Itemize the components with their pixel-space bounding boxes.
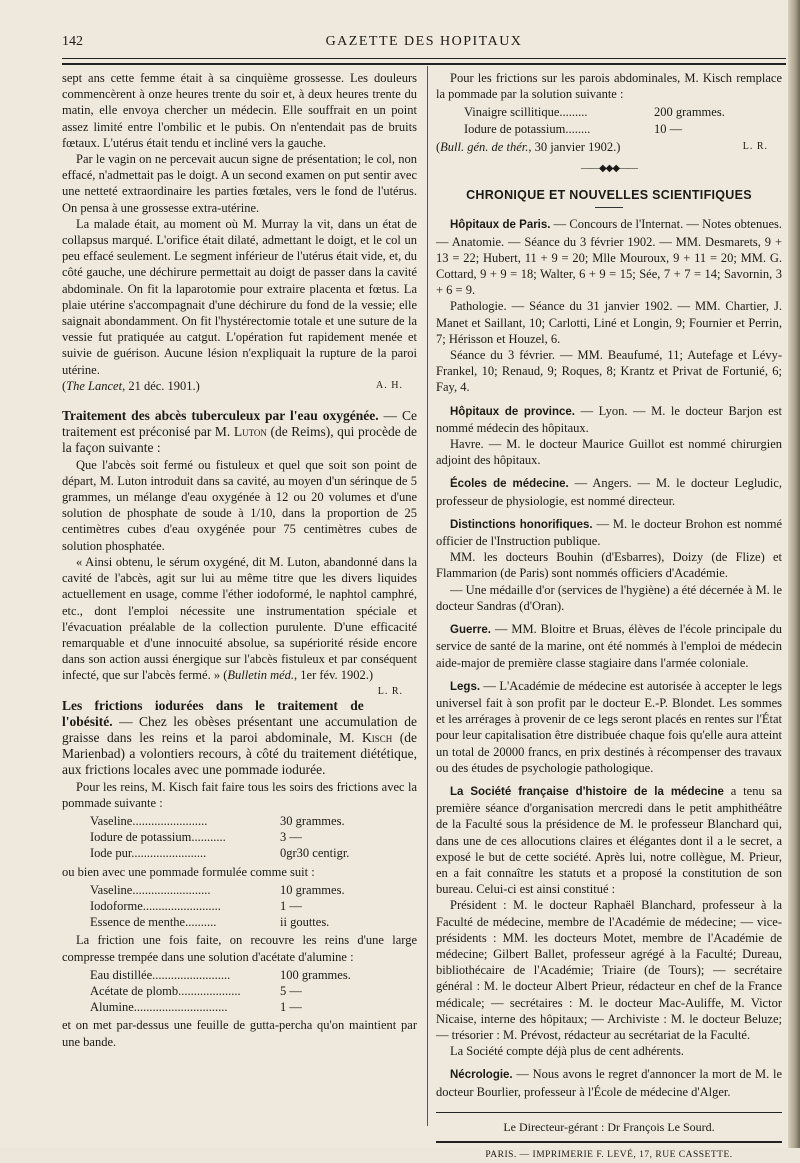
ingredient-qty: 30 grammes. bbox=[280, 813, 345, 828]
ingredient-qty: 100 grammes. bbox=[280, 967, 351, 982]
section-head: Hôpitaux de Paris. bbox=[450, 219, 551, 232]
ingredient-qty: ii gouttes. bbox=[280, 915, 330, 930]
ingredient-name: Acétate de plomb.................... bbox=[90, 983, 241, 998]
ornament-divider: ——◆◆◆—— bbox=[580, 163, 638, 175]
ref-source: Bull. gén. de thér. bbox=[440, 139, 529, 154]
section-head: La Société française d'histoire de la médecine bbox=[450, 785, 724, 798]
section-text: — Lyon. — M. le docteur Barjon est nommé médecin des hôpitaux. bbox=[436, 403, 782, 435]
ref-date: , 1er fév. 1902.) bbox=[294, 668, 374, 683]
ingredient-name: Iode pur........................ bbox=[90, 846, 207, 861]
section-head: Legs. bbox=[450, 680, 481, 693]
ingredient-name: Vinaigre scillitique......... bbox=[464, 105, 588, 120]
section-head: Nécrologie. bbox=[450, 1069, 513, 1082]
formula-row bbox=[90, 967, 417, 983]
article-paragraph: Que l'abcès soit fermé ou fistuleux et quel que soit son point de départ, M. Luton introduit dans sa cavité, au moyen d'un sérinque de 5 grammes, un mélange d'eau oxygénée à 12 ou 20 volumes et d'une solution de phosphate de soude à 1/10, dans la proportion de 25 centimètres cubes d'eau oxygénée pour 75 centimètres cubes de solution phosphatée. bbox=[62, 457, 417, 553]
ingredient-name: Iodure de potassium........ bbox=[464, 121, 591, 136]
formula-row bbox=[90, 813, 417, 829]
author-initials: A. H. bbox=[376, 379, 403, 391]
formula-row bbox=[464, 104, 782, 120]
section-text: — Concours de l'Internat. — Notes obtenues. — Anatomie. — Séance du 3 février 1902. — MM. Desmarets, 9 + 13 = 22; Hubert, 11 + 9 = 20; Mlle Mouroux, 9 + 11 = 20; MM. G. Cottard, 9 + 9 = 18; Walter, 6 + 9 = 15; Sée, 7 + 7 = 14; Savornin, 3 + 6 = 9. bbox=[436, 217, 782, 298]
chronicle-item bbox=[436, 549, 782, 581]
section-text: — M. le docteur Brohon est nommé officier de l'Instruction publique. bbox=[436, 516, 782, 549]
ingredient-name: Alumine.............................. bbox=[90, 1000, 228, 1015]
chronicle-item bbox=[436, 783, 782, 897]
short-rule bbox=[595, 207, 623, 208]
section-text: a tenu sa première séance d'organisation mercredi dans le petit amphithéâtre de la Faculté sous la présidence de M. le professeur Blanchard qui, dans une de ces allocutions claires et élégantes dont il a le secret, a exposé le but de cette société. Après lui, notre collègue, M. Prieur, en a fait connaître les statuts et a proposé la constitution de son bureau. Celui-ci est ainsi constitué : bbox=[436, 783, 782, 897]
section-text: — Une médaille d'or (services de l'hygiène) a été décernée à M. le docteur Sandras (d'Oran). bbox=[436, 582, 782, 613]
chronicle-heading: CHRONIQUE ET NOUVELLES SCIENTIFIQUES bbox=[466, 188, 752, 203]
journal-title: GAZETTE DES HOPITAUX bbox=[325, 34, 523, 49]
article-paragraph: Pour les reins, M. Kisch fait faire tous les soirs des frictions avec la pommade suivante : bbox=[62, 779, 417, 810]
formula-row bbox=[90, 829, 417, 845]
chronicle-item bbox=[436, 1043, 782, 1059]
ingredient-qty: 5 — bbox=[280, 983, 302, 998]
right-column bbox=[436, 70, 782, 1163]
chronicle-item bbox=[436, 475, 782, 508]
ingredient-qty: 10 — bbox=[654, 121, 683, 136]
chronicle-item bbox=[436, 582, 782, 614]
formula-row bbox=[464, 121, 782, 137]
intro-paragraph: La malade était, au moment où M. Murray la vit, dans un état de collapsus marqué. L'orifice était dilaté, admettant le doigt, et le col un peu effacé seulement. Le segment inférieur de l'utérus était vide, et, du côté gauche, une déchirure permettait au doigt de passer dans la cavité abdominale. On fit la laparotomie pour extraire placenta et fœtus. La plaie utérine s'accompagnait d'une déchirure du fond de la vessie; elle saignait abondamment. On fit l'hystérectomie totale et une suture de la vessie fut pratiquée au catgut. L'opération fut rapidement menée et suivie de guérison. Aucune lésion n'expliquait la rupture de la paroi utérine. bbox=[62, 216, 417, 377]
section-text: Havre. — M. le docteur Maurice Guillot est nommé chirurgien adjoint des hôpitaux. bbox=[436, 437, 782, 468]
article-heading-obesite bbox=[62, 698, 417, 779]
formula-row bbox=[90, 999, 417, 1015]
chronicle-item bbox=[436, 298, 782, 347]
formula-pommade-1 bbox=[90, 813, 417, 862]
chronicle-item bbox=[436, 678, 782, 776]
chronicle-item bbox=[436, 897, 782, 1043]
section-text: — L'Académie de médecine est autorisée à accepter le legs universel fait à son profit par le docteur E.-P. Blondet. Les sommes et les arrérages à provenir de ce legs seront placés en rentes sur l'État pour leur capitalisation être distribuée chaque fois qu'elle aura atteint un total de 20000 francs, en prix destinés à récompenser des travaux ou des études de psychologie pathologique. bbox=[436, 678, 782, 775]
section-text: MM. les docteurs Bouhin (d'Esbarres), Doizy (de Flize) et Flammarion (de Paris) sont nommés officiers d'Académie. bbox=[436, 550, 782, 581]
ingredient-qty: 1 — bbox=[280, 898, 302, 913]
formula-row bbox=[90, 882, 417, 898]
chronicle-item bbox=[436, 621, 782, 671]
formula-pommade-2 bbox=[90, 882, 417, 931]
ingredient-qty: 0gr30 centigr. bbox=[280, 846, 350, 861]
section-text: — MM. Bloitre et Bruas, élèves de l'école principale du service de santé de la marine, ont été nommés à l'emploi de médecin aide-major de première classe stagiaire dans l'armée coloniale. bbox=[436, 622, 782, 670]
page-edge-shadow bbox=[788, 0, 800, 1148]
section-text: Séance du 3 février. — MM. Beaufumé, 11; Autefage et Lévy-Frankel, 10; Renaud, 9; Roques, 8; Krantz et Privat de Fortunié, 6; Fay, 4. bbox=[436, 348, 782, 395]
section-head: Écoles de médecine. bbox=[450, 478, 569, 491]
ingredient-qty: 10 grammes. bbox=[280, 882, 345, 897]
section-head: Guerre. bbox=[450, 624, 491, 637]
section-text: — Nous avons le regret d'annoncer la mort de M. le docteur Bourlier, professeur à l'École de médecine d'Alger. bbox=[436, 1067, 782, 1099]
formula-row bbox=[90, 983, 417, 999]
printer-imprint: PARIS. — IMPRIMERIE F. LEVÉ, 17, RUE CASSETTE. bbox=[436, 1141, 782, 1163]
article-paragraph bbox=[62, 554, 417, 697]
article-paragraph: Pour les frictions sur les parois abdominales, M. Kisch remplace la pommade par la solution suivante : bbox=[436, 71, 782, 102]
chronicle-item bbox=[436, 347, 782, 396]
article-lead: — Ce traitement est préconisé par M. bbox=[62, 408, 418, 440]
ingredient-qty: 1 — bbox=[280, 1000, 302, 1015]
article-lead: — Chez les obèses présentant une accumulation de graisse dans les reins et la paroi abdominale, M. bbox=[62, 713, 417, 745]
ingredient-name: Eau distillée......................... bbox=[90, 967, 231, 982]
article-heading-abces bbox=[62, 408, 417, 457]
ingredient-qty: 200 grammes. bbox=[654, 105, 725, 120]
ref-date: , 30 janvier 1902.) bbox=[528, 139, 621, 154]
left-column bbox=[62, 70, 417, 1050]
formula-row bbox=[90, 898, 417, 914]
ingredient-name: Vaseline......................... bbox=[90, 882, 211, 897]
ingredient-name: Iodoforme......................... bbox=[90, 898, 221, 913]
quote-text: « Ainsi obtenu, le sérum oxygéné, dit M. Luton, abandonné dans la cavité de l'abcès, agit sur lui au même titre que les divers liquides actuellement en usage, comme l'éther iodoformé, le naphtol camphré, etc., dont l'emploi nécessite une instrumentation spéciale et l'évacuation préalable de la collection purulente. D'une efficacité remarquable et d'une innocuité absolue, sa supériorité réside encore dans son action aussi énergique sur l'abcès fistuleux et par conséquent infecté, que sur l'abcès fermé. » ( bbox=[62, 554, 417, 683]
chronicle-item bbox=[436, 436, 782, 468]
formula-row bbox=[90, 914, 417, 930]
section-text: Pathologie. — Séance du 31 janvier 1902. — MM. Chartier, J. Manet et Saillant, 10; Carlotti, Liné et Longin, 9; Fournier et Perrin, 7; Hérisson et Houzel, 6. bbox=[436, 299, 782, 346]
ingredient-name: Essence de menthe.......... bbox=[90, 915, 217, 930]
author-initials: L. R. bbox=[377, 685, 403, 697]
ingredient-name: Vaseline........................ bbox=[90, 813, 208, 828]
chronicle-item bbox=[436, 516, 782, 549]
column-separator bbox=[427, 66, 428, 1126]
formula-compresse bbox=[90, 967, 417, 1016]
ref-source: Bulletin méd. bbox=[227, 668, 295, 683]
page-number: 142 bbox=[62, 34, 83, 49]
chronicle-sections bbox=[436, 216, 782, 1099]
director-line: Le Directeur-gérant : Dr François Le Sourd. bbox=[436, 1112, 782, 1135]
intro-reference: (The Lancet, 21 déc. 1901.) A. H. bbox=[62, 378, 417, 394]
section-text: La Société compte déjà plus de cent adhérents. bbox=[450, 1044, 684, 1059]
formula-solution bbox=[464, 104, 782, 136]
ref-source: The Lancet bbox=[66, 378, 123, 393]
section-head: Distinctions honorifiques. bbox=[450, 518, 593, 531]
chronicle-item bbox=[436, 216, 782, 298]
article-title: Traitement des abcès tuberculeux par l'eau oxygénée. bbox=[62, 408, 379, 424]
ref-date: , 21 déc. 1901.) bbox=[122, 378, 200, 393]
article-lead-rest: (de Marienbad) a volontiers recours, à côté du traitement diététique, aux frictions locales avec une pommade iodurée. bbox=[62, 729, 417, 778]
section-text: Président : M. le docteur Raphaël Blanchard, professeur à la Faculté de médecine, membre de l'Académie de médecine; — vice-présidents : MM. les docteurs Motet, membre de l'Académie de médecine; Gilbert Ballet, professeur agrégé à la Faculté; Dureau, bibliothécaire de l'Académie; Triaire (de Tours); — secrétaire général : M. le docteur Albert Prieur, rédacteur en chef de la France médicale; — secrétaires : M. le docteur Mac-Auliffe, M. Victor Nicaise, interne des hôpitaux; — Archiviste : M. le docteur Beluze; — trésorier : M. Prévost, rédacteur au secrétariat de la Faculté. bbox=[436, 898, 782, 1042]
author-name: Luton bbox=[233, 424, 267, 440]
author-name: Kisch bbox=[361, 729, 393, 745]
intro-paragraph: sept ans cette femme était à sa cinquième grossesse. Les douleurs commencèrent à onze heures trente du soir et, à deux heures trente du matin, elle envoya chercher un médecin. Elle souffrait en un point assez limité entre l'ombilic et le pubis. On n'entendait pas de bruits fœtaux. L'utérus était tendu et incliné vers la gauche. bbox=[62, 71, 417, 150]
article-paragraph: La friction une fois faite, on recouvre les reins d'une large compresse trempée dans une solution d'acétate d'alumine : bbox=[62, 933, 417, 964]
chronicle-item bbox=[436, 1066, 782, 1099]
section-text: — Angers. — M. le docteur Legludic, professeur de physiologie, est nommé directeur. bbox=[436, 476, 782, 508]
header-rule-thin bbox=[62, 58, 786, 59]
intro-paragraph: Par le vagin on ne percevait aucun signe de présentation; le col, non effacé, n'admettait pas le doigt. A un second examen on put sentir avec une netteté extraordinaire les parties fœtales, vers le fond de l'utérus. On pensa à une grossesse extra-utérine. bbox=[62, 152, 417, 215]
ingredient-qty: 3 — bbox=[280, 830, 302, 845]
article-title: Les frictions iodurées dans le traitement de l'obésité. bbox=[62, 697, 364, 729]
formula-row bbox=[90, 845, 417, 861]
header-rule-thick bbox=[62, 63, 786, 65]
chronicle-item bbox=[436, 403, 782, 436]
author-initials: L. R. bbox=[742, 140, 768, 152]
section-head: Hôpitaux de province. bbox=[450, 405, 576, 418]
article-reference: (Bull. gén. de thér., 30 janvier 1902.) L. R. bbox=[436, 139, 782, 155]
article-lead-rest: (de Reims), qui procède de la façon suivante : bbox=[62, 424, 417, 456]
article-paragraph: ou bien avec une pommade formulée comme suit : bbox=[62, 864, 315, 879]
article-paragraph: et on met par-dessus une feuille de gutta-percha qu'on maintient par une bande. bbox=[62, 1018, 417, 1049]
running-header bbox=[62, 34, 786, 54]
ingredient-name: Iodure de potassium........... bbox=[90, 830, 226, 845]
